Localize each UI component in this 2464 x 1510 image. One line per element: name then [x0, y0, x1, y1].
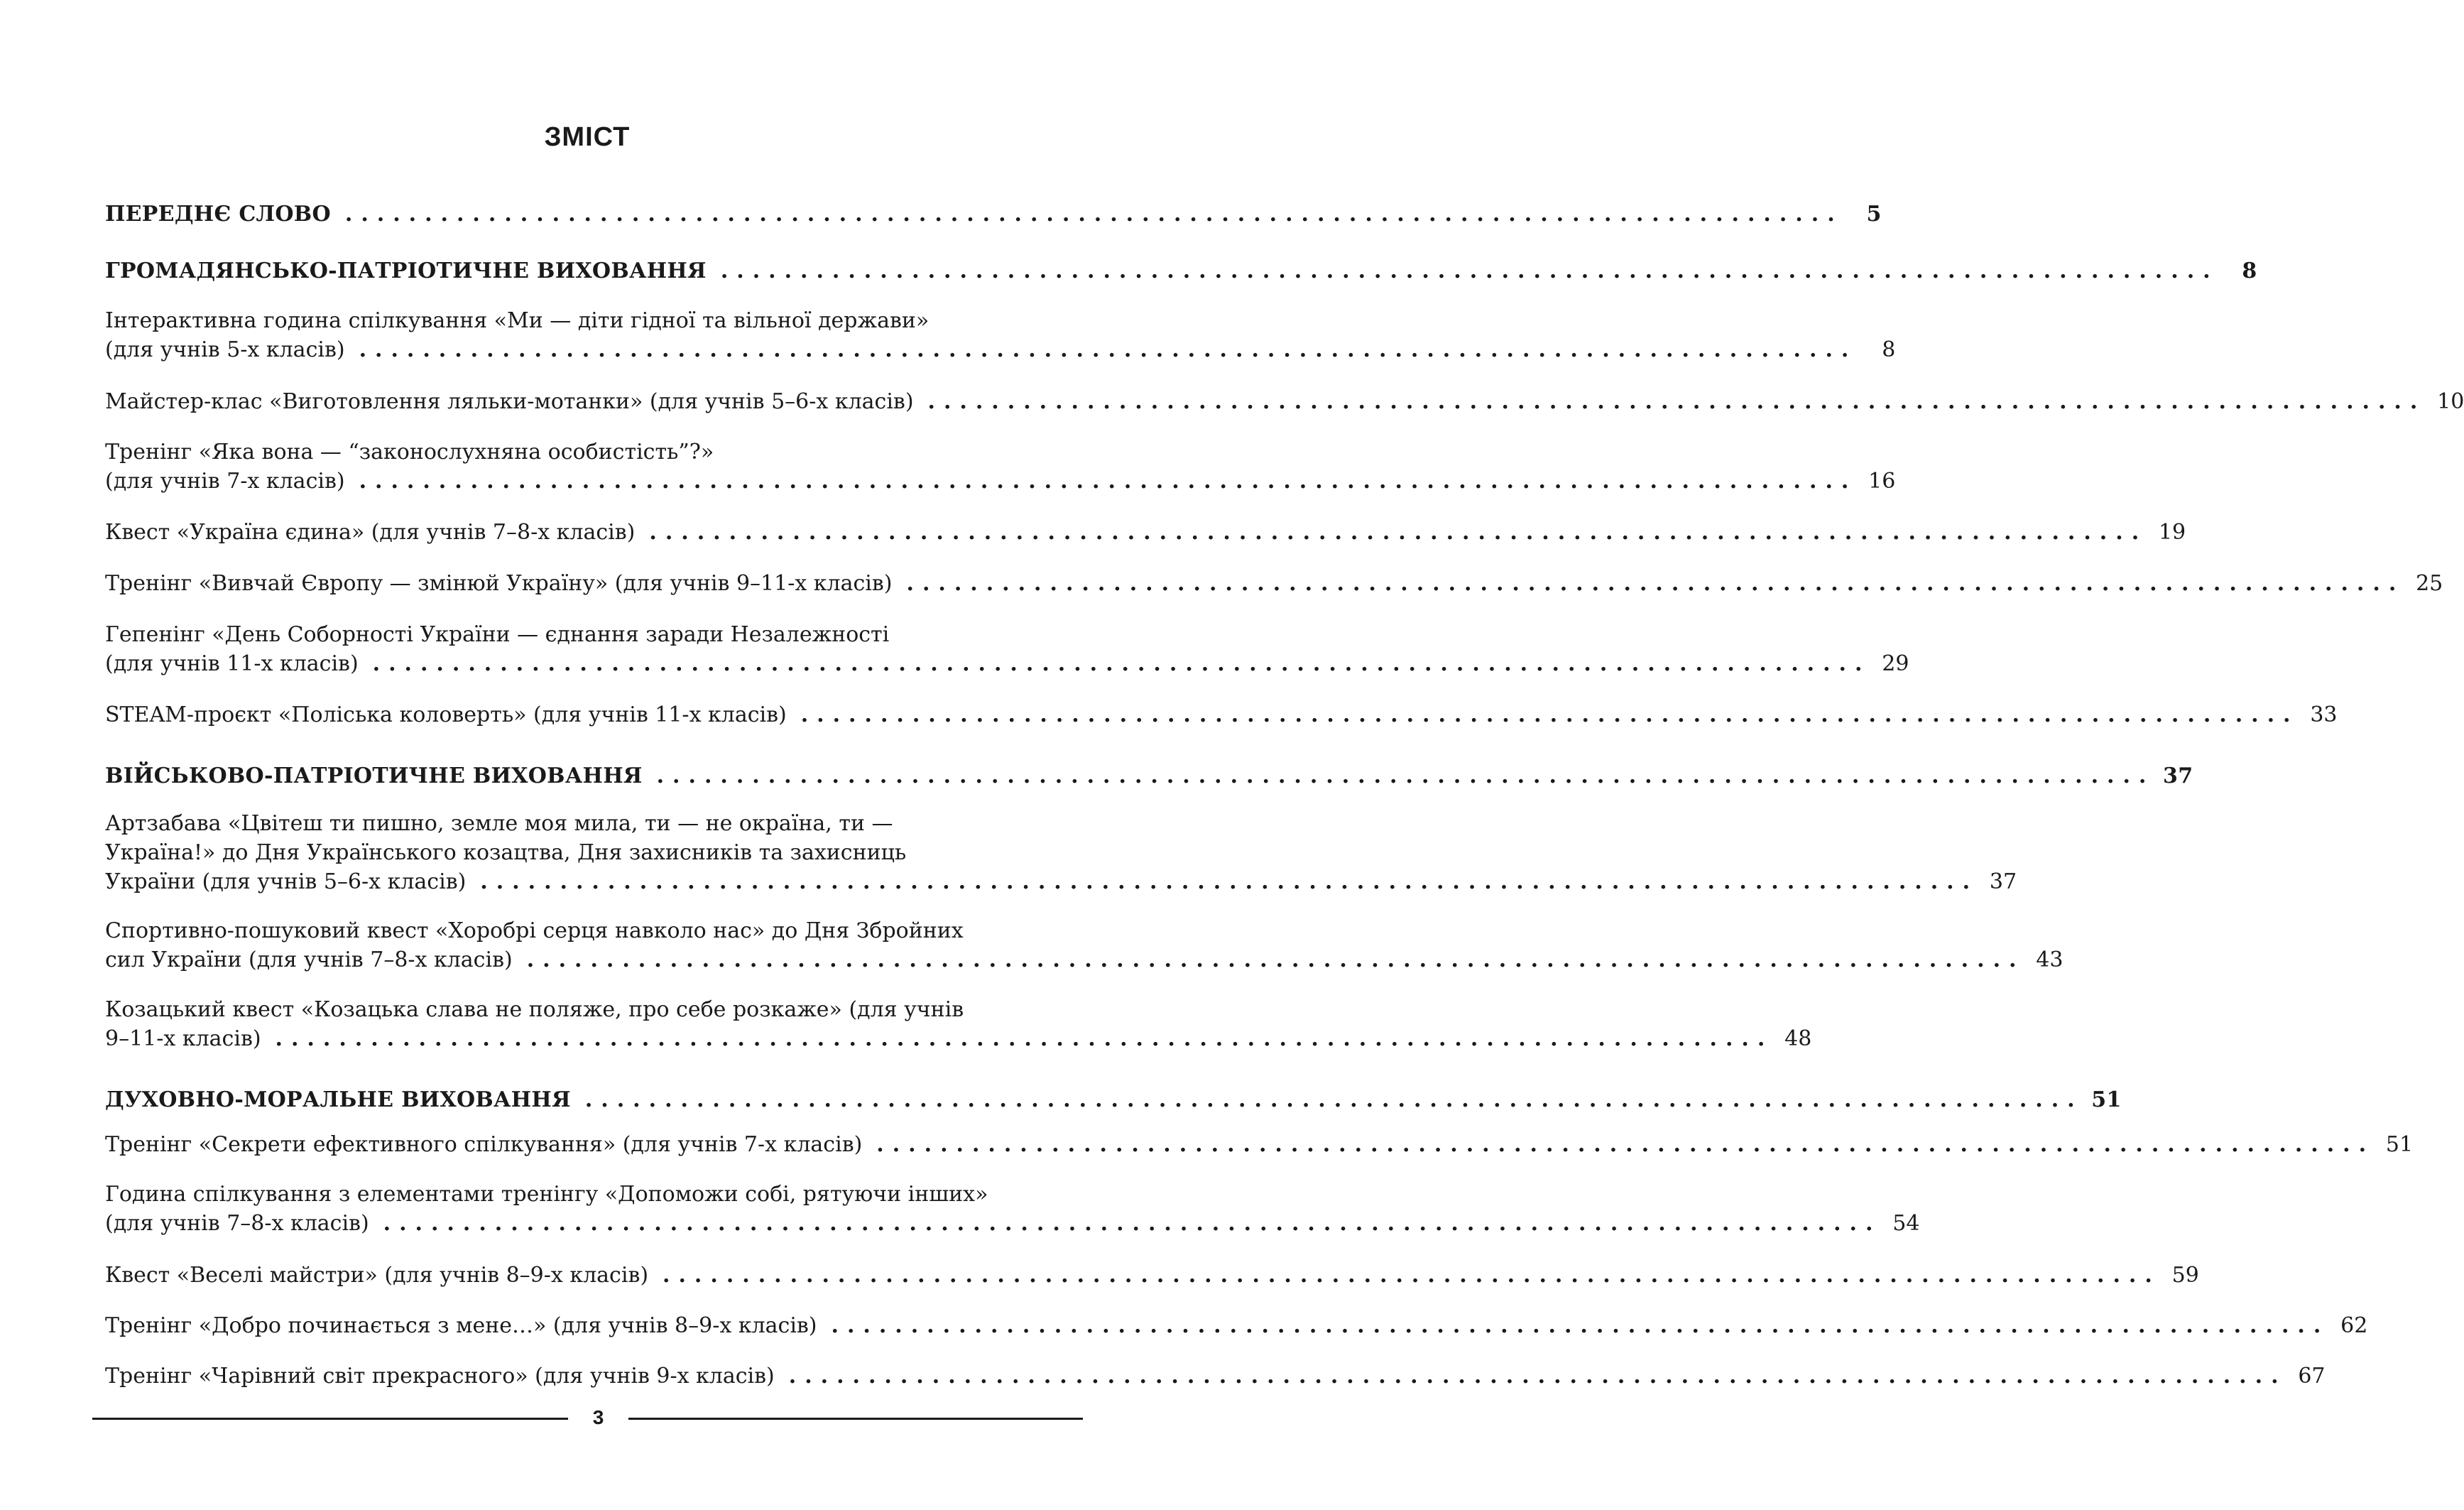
toc-entry[interactable] [105, 620, 1909, 678]
dot-leader: .............................................................................................. [526, 947, 2025, 972]
toc-page-number: 16 [1868, 469, 1896, 494]
footer-rule-right [628, 1418, 1083, 1420]
dot-leader: .............................................................................................. [275, 1026, 1774, 1051]
toc-entry[interactable] [105, 569, 2443, 598]
toc-entry[interactable] [105, 1311, 2368, 1340]
toc-entry-title: (для учнів 7–8-х класів) [105, 1211, 369, 1236]
dot-leader: .............................................................................................. [359, 469, 1858, 494]
toc-entry-title: Тренінг «Секрети ефективного спілкування» (для учнів 7-х класів) [105, 1132, 863, 1157]
toc-entry-line: Спортивно-пошуковий квест «Хоробрі серця навколо нас» до Дня Збройних [105, 918, 964, 943]
toc-entry-title: Квест «Україна єдина» (для учнів 7–8-х класів) [105, 520, 636, 545]
toc-entry[interactable] [105, 200, 1882, 229]
dot-leader: .............................................................................................. [480, 869, 1979, 894]
toc-page-number: 51 [2385, 1132, 2414, 1157]
toc-entry-line: Інтерактивна година спілкування «Ми — діти гідної та вільної держави» [105, 308, 930, 333]
toc-entry[interactable] [105, 1261, 2199, 1290]
toc-entry[interactable] [105, 1130, 2414, 1159]
toc-entry-line: Україна!» до Дня Українського козацтва, Дня захисників та захисниць [105, 840, 907, 865]
toc-entry[interactable] [105, 761, 2193, 791]
toc-entry[interactable] [105, 256, 2257, 286]
dot-leader: .............................................................................................. [831, 1313, 2330, 1338]
toc-entry-title: ДУХОВНО-МОРАЛЬНЕ ВИХОВАННЯ [105, 1087, 571, 1112]
dot-leader: .............................................................................................. [656, 764, 2155, 788]
toc-page-number: 37 [2163, 764, 2193, 788]
toc-page-number: 48 [1784, 1026, 1812, 1051]
dot-leader: .............................................................................................. [906, 571, 2405, 596]
toc-entry-title: ПЕРЕДНЄ СЛОВО [105, 202, 331, 227]
toc-page-number: 54 [1892, 1211, 1920, 1236]
toc-page-number: 33 [2310, 702, 2338, 727]
toc-entry-line: Гепенінг «День Соборності України — єднання заради Незалежності [105, 622, 890, 647]
dot-leader: .............................................................................................. [649, 520, 2148, 545]
dot-leader: .............................................................................................. [800, 702, 2299, 727]
toc-entry-line: Тренінг «Яка вона — “законослухняна особистість”?» [105, 440, 714, 465]
toc-entry-title: Тренінг «Вивчай Європу — змінюй Україну» (для учнів 9–11-х класів) [105, 571, 893, 596]
toc-page-number: 5 [1866, 202, 1882, 227]
dot-leader: .............................................................................................. [720, 259, 2219, 283]
dot-leader: .............................................................................................. [359, 337, 1858, 362]
toc-page-number: 59 [2171, 1263, 2199, 1288]
dot-leader: .............................................................................................. [876, 1132, 2375, 1157]
toc-page-number: 8 [1882, 337, 1896, 362]
dot-leader: .............................................................................................. [788, 1364, 2287, 1389]
page-number: 3 [592, 1406, 604, 1428]
toc-page-number: 37 [1989, 869, 2017, 894]
toc-page-number: 62 [2340, 1313, 2368, 1338]
toc-entry-title: STEAM-проєкт «Поліська коловерть» (для учнів 11-х класів) [105, 702, 787, 727]
toc-entry-title: сил України (для учнів 7–8-х класів) [105, 947, 513, 972]
dot-leader: .............................................................................................. [372, 651, 1871, 676]
toc-entry-line: Козацький квест «Козацька слава не поляже, про себе розкаже» (для учнів [105, 997, 964, 1022]
toc-page-number: 25 [2416, 571, 2443, 596]
toc-page-number: 29 [1882, 651, 1909, 676]
toc-page-number: 51 [2091, 1087, 2122, 1112]
toc-entry-title: ГРОМАДЯНСЬКО-ПАТРІОТИЧНЕ ВИХОВАННЯ [105, 259, 707, 283]
toc-entry[interactable] [105, 809, 2017, 896]
page-title: ЗМІСТ [544, 122, 631, 152]
toc-entry-title: (для учнів 5-х класів) [105, 337, 345, 362]
toc-entry[interactable] [105, 1085, 2122, 1114]
toc-entry-title: 9–11-х класів) [105, 1026, 261, 1051]
toc-page-number: 43 [2036, 947, 2064, 972]
dot-leader: .............................................................................................. [344, 202, 1843, 227]
toc-entry[interactable] [105, 1180, 1920, 1238]
toc-entry[interactable] [105, 387, 2464, 416]
toc-entry-title: Квест «Веселі майстри» (для учнів 8–9-х класів) [105, 1263, 649, 1288]
toc-entry[interactable] [105, 916, 2064, 974]
toc-entry-title: ВІЙСЬКОВО-ПАТРІОТИЧНЕ ВИХОВАННЯ [105, 764, 643, 788]
toc-page-number: 19 [2158, 520, 2186, 545]
toc-page-number: 10 [2437, 389, 2464, 414]
toc-entry-title: Тренінг «Добро починається з мене…» (для учнів 8–9-х класів) [105, 1313, 817, 1338]
toc-page-number: 8 [2242, 259, 2257, 283]
toc-entry[interactable] [105, 518, 2186, 547]
toc-entry[interactable] [105, 1362, 2326, 1391]
toc-entry-title: (для учнів 11-х класів) [105, 651, 359, 676]
dot-leader: .............................................................................................. [383, 1211, 1882, 1236]
toc-entry-line: Година спілкування з елементами тренінгу «Допоможи собі, рятуючи інших» [105, 1182, 988, 1207]
footer-rule-left [92, 1418, 568, 1420]
dot-leader: .............................................................................................. [663, 1263, 2161, 1288]
toc-entry-title: (для учнів 7-х класів) [105, 469, 345, 494]
dot-leader: .............................................................................................. [927, 389, 2426, 414]
toc-entry[interactable] [105, 700, 2338, 729]
toc-entry-title: Тренінг «Чарівний світ прекрасного» (для учнів 9-х класів) [105, 1364, 775, 1389]
toc-entry[interactable] [105, 995, 1812, 1053]
toc-entry-title: України (для учнів 5–6-х класів) [105, 869, 467, 894]
dot-leader: .............................................................................................. [584, 1087, 2083, 1112]
toc-entry[interactable] [105, 306, 1896, 364]
toc-entry-line: Артзабава «Цвітеш ти пишно, земле моя мила, ти — не окраїна, ти — [105, 811, 893, 836]
toc-entry[interactable] [105, 438, 1896, 496]
toc-entry-title: Майстер-клас «Виготовлення ляльки-мотанки» (для учнів 5–6-х класів) [105, 389, 914, 414]
toc-page-number: 67 [2298, 1364, 2326, 1389]
